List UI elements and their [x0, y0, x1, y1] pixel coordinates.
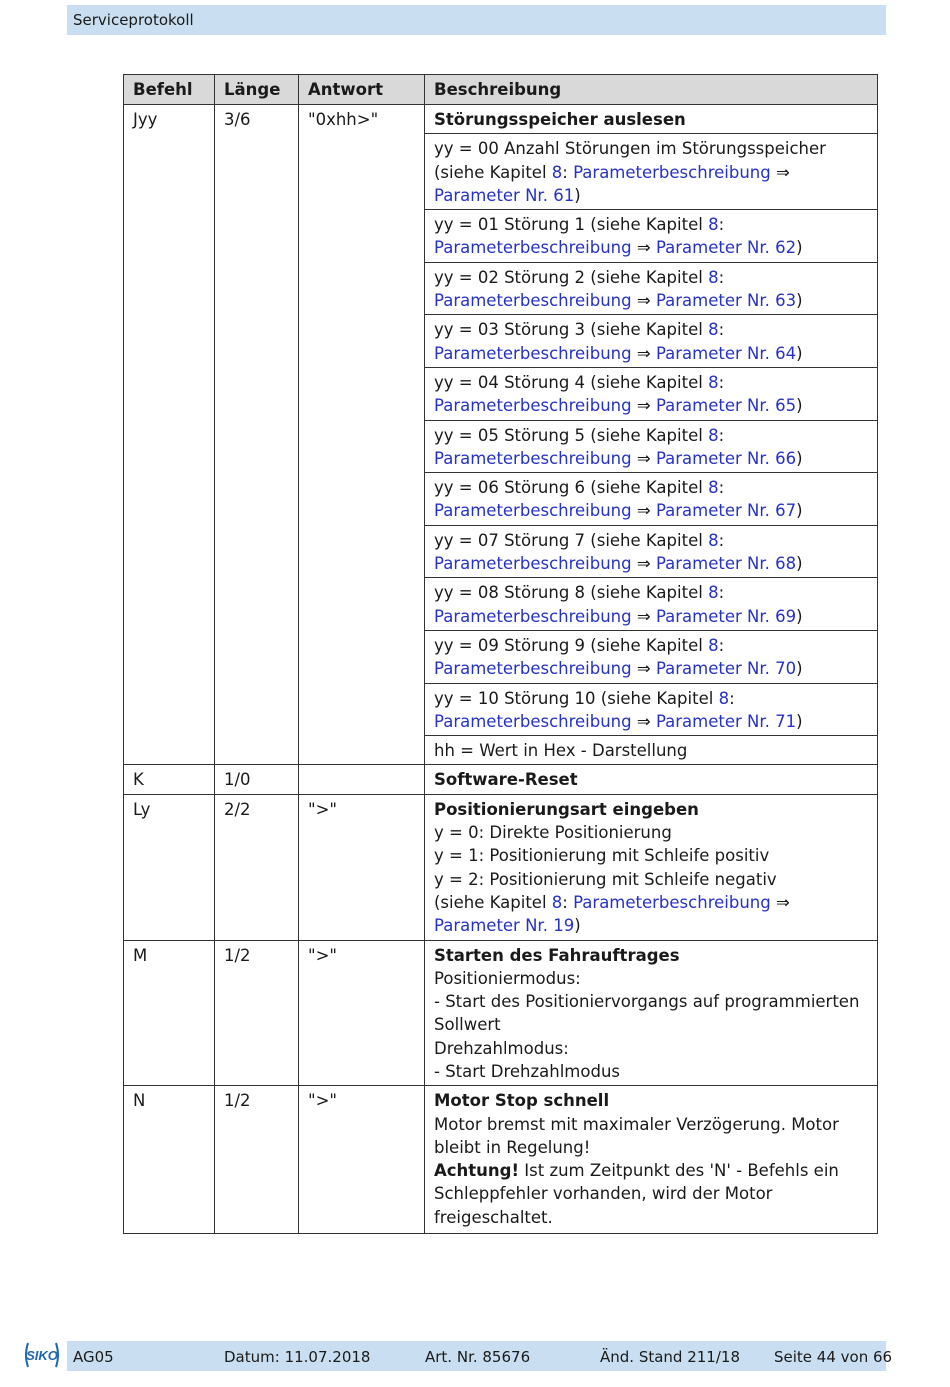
desc-line: y = 0: Direkte Positionierung — [434, 823, 672, 843]
chapter-link[interactable]: 8 — [708, 320, 719, 340]
parameterbeschreibung-link[interactable]: Parameterbeschreibung — [434, 659, 632, 679]
cell-befehl-ly: Ly — [124, 794, 215, 940]
parameterbeschreibung-link[interactable]: Parameterbeschreibung — [573, 162, 771, 182]
cell-desc-m — [425, 940, 878, 1086]
desc-line: y = 2: Positionierung mit Schleife negativ — [434, 869, 777, 889]
cell-antwort-k — [299, 765, 425, 794]
table-row — [124, 1086, 878, 1234]
desc-text: ) — [796, 711, 803, 731]
cell-title-jyy: Störungsspeicher auslesen — [425, 105, 878, 134]
desc-text: yy = 03 Störung 3 (siehe Kapitel — [434, 320, 709, 340]
chapter-link[interactable]: 8 — [708, 267, 719, 287]
col-header-befehl: Befehl — [124, 75, 215, 105]
arrow-icon: ⇒ — [631, 448, 656, 468]
col-header-laenge: Länge — [215, 75, 299, 105]
parameterbeschreibung-link[interactable]: Parameterbeschreibung — [434, 711, 632, 731]
desc-text: yy = 06 Störung 6 (siehe Kapitel — [434, 478, 709, 498]
parameterbeschreibung-link[interactable]: Parameterbeschreibung — [434, 448, 632, 468]
desc-ref — [434, 891, 868, 938]
desc-text: ) — [574, 916, 581, 936]
parameterbeschreibung-link[interactable]: Parameterbeschreibung — [434, 606, 632, 626]
arrow-icon: ⇒ — [631, 606, 656, 626]
desc-text: ) — [796, 554, 803, 574]
chapter-link[interactable]: 8 — [708, 478, 719, 498]
parameter-link[interactable]: Parameter Nr. 71 — [655, 711, 797, 731]
cell-desc-yy01 — [425, 210, 878, 263]
desc-text: : — [718, 583, 725, 603]
parameterbeschreibung-link[interactable]: Parameterbeschreibung — [434, 554, 632, 574]
cell-laenge-k: 1/0 — [215, 765, 299, 794]
row-title: Positionierungsart eingeben — [434, 799, 699, 819]
desc-text: yy = 02 Störung 2 (siehe Kapitel — [434, 267, 709, 287]
cell-desc-yy05 — [425, 420, 878, 473]
desc-text: ) — [796, 501, 803, 521]
chapter-link[interactable]: 8 — [718, 688, 730, 708]
desc-line: Motor bremst mit maximaler Verzögerung. Motor bleibt in Regelung! — [434, 1114, 839, 1157]
chapter-link[interactable]: 8 — [708, 372, 719, 392]
cell-antwort-ly: ">" — [299, 794, 425, 940]
cell-desc-yy10 — [425, 683, 878, 736]
arrow-icon: ⇒ — [770, 162, 790, 182]
desc-text: yy = 08 Störung 8 (siehe Kapitel — [434, 583, 709, 603]
parameter-link[interactable]: Parameter Nr. 62 — [655, 238, 797, 258]
desc-text: : — [562, 162, 574, 182]
cell-antwort-m: ">" — [299, 940, 425, 1086]
desc-text: yy = 10 Störung 10 (siehe Kapitel — [434, 688, 719, 708]
cell-desc-n — [425, 1086, 878, 1234]
chapter-link[interactable]: 8 — [551, 892, 563, 912]
footer-date: Datum: 11.07.2018 — [224, 1348, 371, 1366]
parameter-link[interactable]: Parameter Nr. 68 — [655, 554, 797, 574]
cell-desc-ly — [425, 794, 878, 940]
footer-stand: Änd. Stand 211/18 — [600, 1348, 740, 1366]
cell-desc-yy09 — [425, 630, 878, 683]
parameterbeschreibung-link[interactable]: Parameterbeschreibung — [573, 892, 771, 912]
command-table — [123, 74, 878, 1234]
parameter-link[interactable]: Parameter Nr. 66 — [655, 448, 797, 468]
desc-text: : — [718, 530, 725, 550]
logo-text: SIKO — [26, 1348, 58, 1363]
desc-line: y = 1: Positionierung mit Schleife positiv — [434, 846, 770, 866]
desc-text: ) — [796, 659, 803, 679]
cell-antwort-n: ">" — [299, 1086, 425, 1234]
warning-text: Ist zum Zeitpunkt des 'N' - Befehls ein Schleppfehler vorhanden, wird der Motor freigeschaltet. — [434, 1161, 839, 1227]
desc-line: - Start Drehzahlmodus — [434, 1061, 620, 1081]
parameterbeschreibung-link[interactable]: Parameterbeschreibung — [434, 238, 632, 258]
cell-title-k: Software-Reset — [425, 765, 878, 794]
arrow-icon: ⇒ — [770, 892, 790, 912]
desc-text: : — [718, 372, 725, 392]
footer-product: AG05 — [73, 1348, 114, 1366]
desc-text: : — [718, 215, 725, 235]
cell-laenge-n: 1/2 — [215, 1086, 299, 1234]
table-row — [124, 105, 878, 134]
parameterbeschreibung-link[interactable]: Parameterbeschreibung — [434, 291, 632, 311]
desc-text: ) — [796, 396, 803, 416]
cell-befehl-n: N — [124, 1086, 215, 1234]
arrow-icon: ⇒ — [631, 711, 656, 731]
cell-desc-yy06 — [425, 473, 878, 526]
desc-text: : — [718, 320, 725, 340]
cell-desc-yy03 — [425, 315, 878, 368]
cell-desc-yy00 — [425, 134, 878, 210]
desc-text: yy = 00 Anzahl Störungen im Störungsspeicher (siehe Kapitel — [434, 139, 826, 182]
parameter-link[interactable]: Parameter Nr. 70 — [655, 659, 797, 679]
cell-befehl-m: M — [124, 940, 215, 1086]
chapter-link[interactable]: 8 — [708, 583, 719, 603]
cell-befehl-jyy: Jyy — [124, 105, 215, 765]
table-row — [124, 940, 878, 1086]
desc-text: : — [718, 635, 725, 655]
parameterbeschreibung-link[interactable]: Parameterbeschreibung — [434, 343, 632, 363]
cell-befehl-k: K — [124, 765, 215, 794]
desc-text: : — [718, 478, 725, 498]
footer-page: Seite 44 von 66 — [774, 1348, 893, 1366]
desc-text: ) — [796, 238, 803, 258]
parameter-link[interactable]: Parameter Nr. 63 — [655, 291, 797, 311]
siko-logo — [22, 1340, 62, 1370]
chapter-link[interactable]: 8 — [551, 162, 563, 182]
cell-laenge-m: 1/2 — [215, 940, 299, 1086]
desc-text: yy = 07 Störung 7 (siehe Kapitel — [434, 530, 709, 550]
parameter-link[interactable]: Parameter Nr. 19 — [434, 916, 575, 936]
col-header-antwort: Antwort — [299, 75, 425, 105]
chapter-link[interactable]: 8 — [708, 635, 719, 655]
col-header-beschreibung: Beschreibung — [425, 75, 878, 105]
desc-text: : — [562, 892, 574, 912]
page-header — [67, 5, 886, 35]
chapter-link[interactable]: 8 — [708, 215, 719, 235]
arrow-icon: ⇒ — [631, 238, 656, 258]
cell-desc-yy08 — [425, 578, 878, 631]
desc-text: : — [718, 267, 725, 287]
row-title: Motor Stop schnell — [434, 1091, 610, 1111]
header-title: Serviceprotokoll — [73, 11, 194, 29]
arrow-icon: ⇒ — [631, 554, 656, 574]
cell-laenge-jyy: 3/6 — [215, 105, 299, 765]
cell-desc-yy02 — [425, 262, 878, 315]
parameterbeschreibung-link[interactable]: Parameterbeschreibung — [434, 396, 632, 416]
parameter-link[interactable]: Parameter Nr. 64 — [655, 343, 797, 363]
desc-text: : — [729, 688, 735, 708]
desc-line: Positioniermodus: — [434, 968, 581, 988]
page-footer — [67, 1341, 893, 1371]
table-header-row — [124, 75, 878, 105]
arrow-icon: ⇒ — [631, 501, 656, 521]
desc-line: Drehzahlmodus: — [434, 1038, 569, 1058]
cell-laenge-ly: 2/2 — [215, 794, 299, 940]
desc-text: : — [718, 425, 725, 445]
parameter-link[interactable]: Parameter Nr. 65 — [655, 396, 797, 416]
desc-text: (siehe Kapitel — [434, 892, 552, 912]
footer-art-nr: Art. Nr. 85676 — [425, 1348, 531, 1366]
desc-text: ) — [574, 185, 581, 205]
parameter-link[interactable]: Parameter Nr. 69 — [655, 606, 797, 626]
cell-desc-yy07 — [425, 525, 878, 578]
desc-text: yy = 05 Störung 5 (siehe Kapitel — [434, 425, 709, 445]
table-row — [124, 765, 878, 794]
row-title: Starten des Fahrauftrages — [434, 945, 680, 965]
chapter-link[interactable]: 8 — [708, 530, 719, 550]
desc-text: ) — [796, 291, 803, 311]
desc-text: ) — [796, 606, 803, 626]
desc-text: yy = 04 Störung 4 (siehe Kapitel — [434, 372, 709, 392]
parameter-link[interactable]: Parameter Nr. 61 — [434, 185, 575, 205]
table-row — [124, 794, 878, 940]
arrow-icon: ⇒ — [631, 291, 656, 311]
desc-text: yy = 01 Störung 1 (siehe Kapitel — [434, 215, 709, 235]
cell-desc-hh: hh = Wert in Hex - Darstellung — [425, 736, 878, 765]
desc-text: ) — [796, 343, 803, 363]
parameterbeschreibung-link[interactable]: Parameterbeschreibung — [434, 501, 632, 521]
arrow-icon: ⇒ — [631, 396, 656, 416]
desc-warning — [434, 1159, 868, 1229]
cell-desc-yy04 — [425, 367, 878, 420]
desc-text: ) — [796, 448, 803, 468]
arrow-icon: ⇒ — [631, 659, 656, 679]
warning-label: Achtung! — [434, 1161, 520, 1181]
chapter-link[interactable]: 8 — [708, 425, 719, 445]
arrow-icon: ⇒ — [631, 343, 656, 363]
desc-line: - Start des Positioniervorgangs auf programmierten Sollwert — [434, 992, 860, 1035]
cell-antwort-jyy: "0xhh>" — [299, 105, 425, 765]
desc-text: yy = 09 Störung 9 (siehe Kapitel — [434, 635, 709, 655]
parameter-link[interactable]: Parameter Nr. 67 — [655, 501, 797, 521]
